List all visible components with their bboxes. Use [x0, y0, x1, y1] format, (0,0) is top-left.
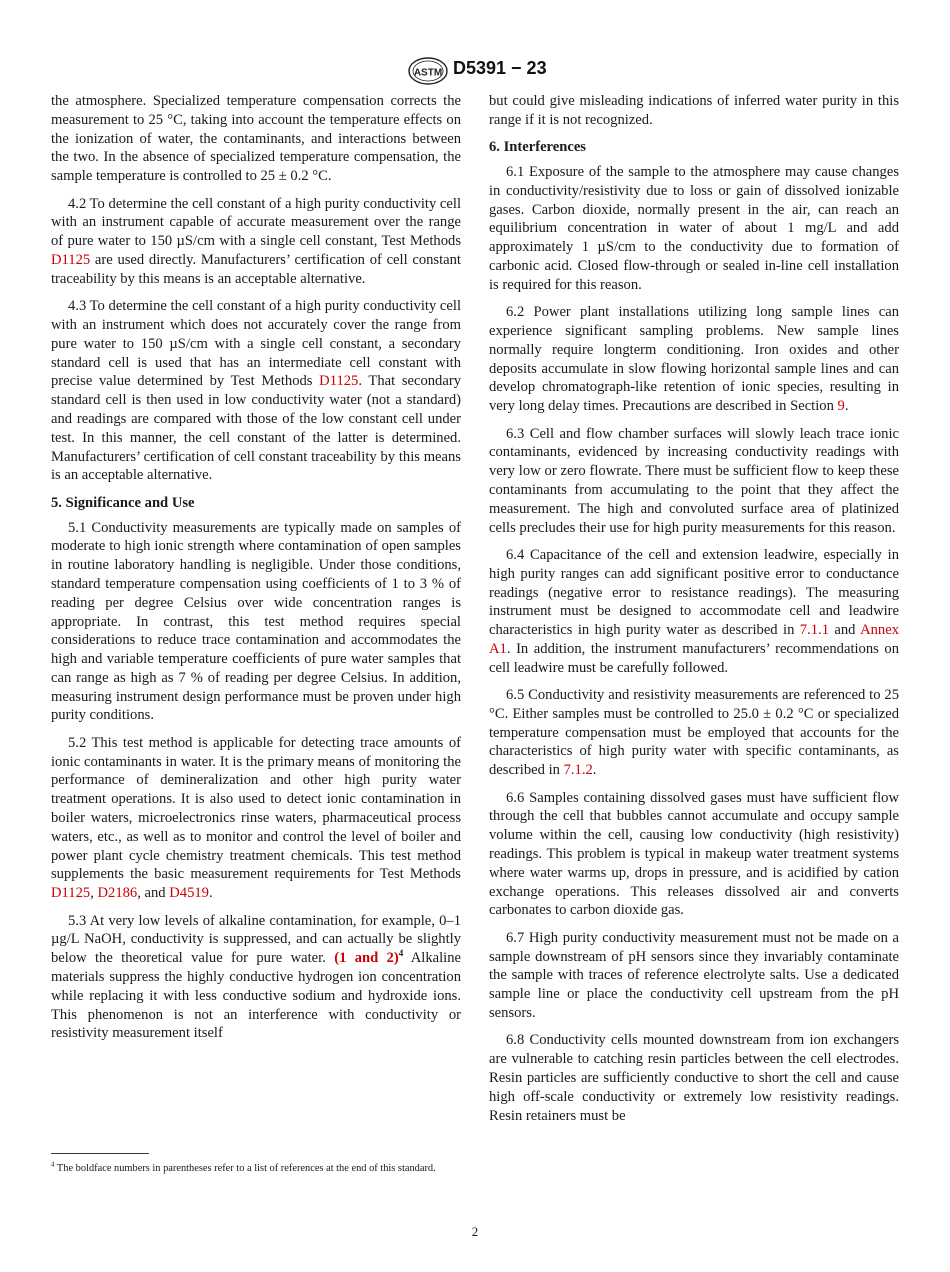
- link-d1125[interactable]: D1125: [319, 373, 359, 390]
- page-number: 2: [471, 1224, 479, 1239]
- paragraph-5-2: 5.2 This test method is applicable for detecting trace amounts of ionic contaminants in water. It is the primary means of monitoring the performance of demineralization and other high purity water treatment operations. It is also used to detect ionic contamination in boiler waters, microelectronics rinse waters, pharmaceutical process waters, etc., as well as to monitor and control the level of boiler and power plant cycle chemistry treatment chemicals. This test method supplements the basic measurement requirements for Test Methods D1125, D2186, and D4519.: [51, 734, 461, 902]
- link-d1125[interactable]: D1125: [51, 251, 91, 268]
- paragraph-4-3: 4.3 To determine the cell constant of a high purity conductivity cell with an instrument which does not accurately cover the range from pure water to 150 µS/cm with a single cell constant, a secondary standard cell is used that has an intermediate cell constant with precise value determined by Test Methods D1125. That secondary standard cell is then used in low conductivity water (not a standard) and readings are compared with those of the low constant cell under test. In this manner, the cell constant of the latter is determined. Manufacturers’ certification of cell constant traceability by this means is an acceptable alternative.: [51, 298, 461, 484]
- link-d1125[interactable]: D1125: [51, 885, 91, 902]
- paragraph-6-4: 6.4 Capacitance of the cell and extension leadwire, especially in high purity ranges can add significant positive error to conductance readings (negative error to resistance readings). The measuring instrument must be designed to accommodate cell and leadwire characteristics in high purity water as described in 7.1.1 and Annex A1. In addition, the instrument manufacturers’ recommendations on cell leadwire must be carefully followed.: [489, 546, 900, 676]
- svg-text:ASTM: ASTM: [413, 67, 443, 79]
- page-header: [0, 55, 950, 89]
- paragraph-5-3: 5.3 At very low levels of alkaline contamination, for example, 0–1 µg/L NaOH, conductivity is suppressed, and can actually be slightly below the theoretical value for pure water. (1 and 2)$^4$ Alkaline materials suppress the highly conductive hydrogen ion concentration while replacing it with less conductive sodium and hydroxide ions. This phenomenon is not an interference with conductivity or resistivity measurement itself: [51, 912, 461, 1042]
- right-column: [489, 92, 899, 1134]
- left-column: [51, 92, 461, 1052]
- paragraph-6-2: 6.2 Power plant installations utilizing long sample lines can experience significant sampling problems. New sample lines normally require longterm conditioning. Iron oxides and other deposits accumulate in slow flowing horizontal sample lines and can develop chromatograph-like retention of ionic species, resulting in very long delay times. Precautions are described in Section 9.: [489, 304, 899, 415]
- footnote: $^4$ The boldface numbers in parentheses refer to a list of references at the end of this standard.: [51, 1160, 436, 1174]
- paragraph-6-8: 6.8 Conductivity cells mounted downstream from ion exchangers are vulnerable to catching resin particles between the cell electrodes. Resin particles are sufficiently conductive to short the cell and cause high off-scale conductivity or extremely low resistivity readings. Resin retainers must be: [489, 1032, 899, 1124]
- link-annex-a1[interactable]: Annex A1: [489, 622, 900, 657]
- paragraph-5-1: 5.1 Conductivity measurements are typically made on samples of moderate to high ionic strength where contamination of open samples in routine laboratory handling is negligible. Under those conditions, standard temperature compensation using coefficients of 1 to 3 % of reading per degree Celsius over wide concentration ranges is appropriate. In contrast, this test method requires special considerations to reduce trace contamination and accommodates the high and variable temperature coefficients of pure water samples that can range as high as 7 % of reading per degree Celsius. In addition, measuring instrument design performance must be proven under high purity conditions.: [51, 519, 461, 724]
- astm-logo: [408, 57, 448, 85]
- footnote-divider: [51, 1153, 149, 1154]
- section-heading-5: 5. Significance and Use: [51, 494, 195, 511]
- link-7-1-2[interactable]: 7.1.2: [563, 762, 593, 779]
- link-d2186[interactable]: D2186: [97, 885, 138, 902]
- paragraph-5-3-continued: but could give misleading indications of inferred water purity in this range if it is not recognized.: [489, 93, 899, 128]
- footnote-marker[interactable]: 4: [398, 948, 404, 959]
- paragraph-6-1: 6.1 Exposure of the sample to the atmosphere may cause changes in conductivity/resistivity due to loss or gain of dissolved ionizable gases. Carbon dioxide, normally present in the air, can reach an equilibrium concentration in water of about 1 mg/L and add approximately 1 µS/cm to the conductivity due to formation of carbonic acid. Closed flow-through or sealed in-line cell installation is required for this reason.: [489, 163, 899, 293]
- document-number: D5391 − 23: [453, 58, 547, 78]
- link-7-1-1[interactable]: 7.1.1: [799, 622, 829, 639]
- paragraph-6-6: 6.6 Samples containing dissolved gases must have sufficient flow through the cell that bubbles cannot accumulate and occupy sample volume within the cell, causing low conductivity (high resistivity) readings. This problem is typical in makeup water treatment systems where water warms up, drops in pressure, and is acidified by cation exchange operations. This releases dissolved air and converts carbonates to carbon dioxide gas.: [489, 789, 899, 919]
- paragraph-6-3: 6.3 Cell and flow chamber surfaces will slowly leach trace ionic contaminants, evidenced by increasing conductivity readings with very low or zero flowrate. There must be sufficient flow to keep these contaminants from accumulating to the point that they affect the measurement. The high and convoluted surface area of platinized cells precludes their use for high purity measurements for this reason.: [489, 425, 899, 536]
- link-section-9[interactable]: 9: [837, 398, 845, 415]
- paragraph-4-2: 4.2 To determine the cell constant of a high purity conductivity cell with an instrument capable of accurate measurement over the range of pure water to 150 µS/cm with a single cell constant, Test Methods D1125 are used directly. Manufacturers’ certification of cell constant traceability by this means is an acceptable alternative.: [51, 195, 461, 287]
- paragraph-6-7: 6.7 High purity conductivity measurement must not be made on a sample downstream of pH sensors since they invariably contaminate the sample with traces of reference electrolyte salts. Use a dedicated sample line or place the conductivity cell upstream from the pH sensors.: [489, 929, 899, 1022]
- paragraph-4-1-continued: the atmosphere. Specialized temperature compensation corrects the measurement to 25 °C, taking into account the temperature effects on the ionization of water, the contaminants, and interactions between the two. In the absence of specialized temperature compensation, the sample temperature is controlled to 25 ± 0.2 °C.: [51, 93, 461, 185]
- link-d4519[interactable]: D4519: [169, 885, 209, 902]
- section-heading-6: 6. Interferences: [489, 139, 586, 156]
- paragraph-6-5: 6.5 Conductivity and resistivity measurements are referenced to 25 °C. Either samples must be controlled to 25.0 ± 0.2 °C or specialized temperature compensation must be employed that accounts for the characteristics of high purity water with specific contaminants, as described in 7.1.2.: [489, 687, 899, 779]
- link-references-1-2[interactable]: (1 and 2): [334, 950, 399, 967]
